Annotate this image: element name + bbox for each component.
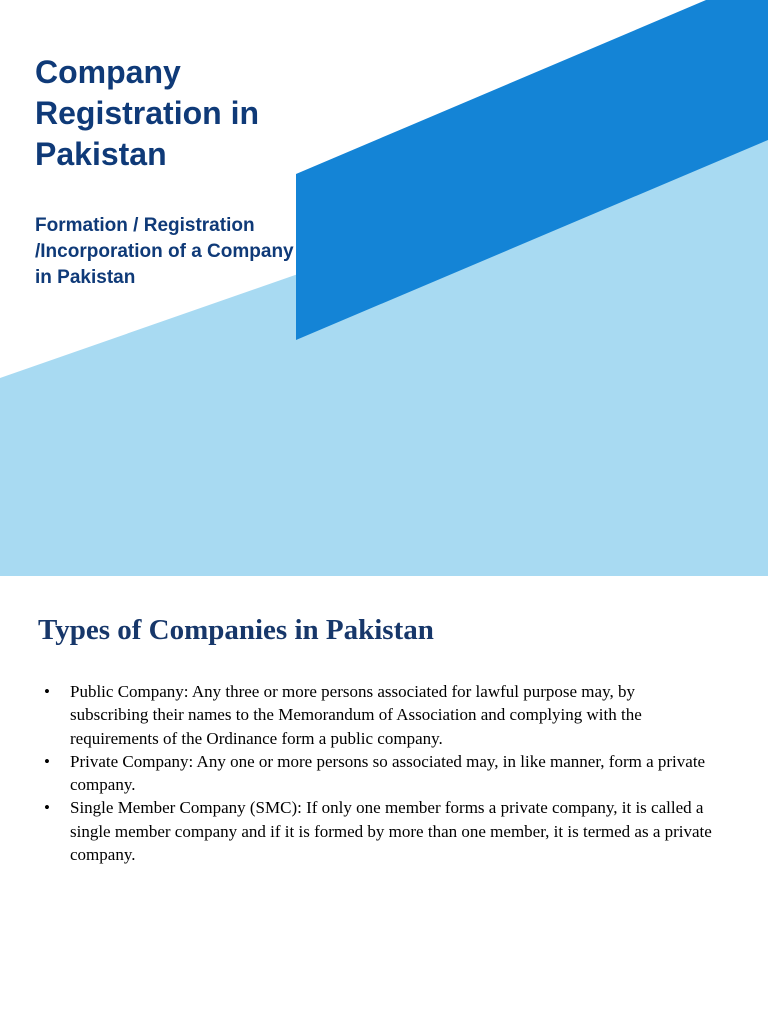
- list-item-single-member-company: [42, 796, 712, 866]
- bullet: •: [44, 751, 50, 771]
- types-slide: [0, 576, 768, 1024]
- list-item-text: Public Company: Any three or more persons associated for lawful purpose may, by subscribing their names to the Memorandum of Association and complying with the requirements of the Ordinance form a public company.: [70, 682, 642, 748]
- list-item-text: Private Company: Any one or more persons so associated may, in like manner, form a private company.: [70, 751, 706, 795]
- slide-subtitle: Formation / Registration /Incorporation of a Company in Pakistan: [35, 215, 294, 288]
- types-list: [42, 680, 712, 866]
- list-item-text: Single Member Company (SMC): If only one member forms a private company, it is called a single member company and if it is formed by more than one member, it is termed as a private company.: [70, 798, 712, 865]
- bullet: •: [44, 798, 50, 818]
- types-heading: Types of Companies in Pakistan: [38, 614, 434, 646]
- bullet: •: [44, 682, 50, 701]
- list-item-private-company: [42, 750, 712, 797]
- list-item-public-company: [42, 680, 712, 750]
- slide-title: Company Registration in Pakistan: [35, 54, 260, 172]
